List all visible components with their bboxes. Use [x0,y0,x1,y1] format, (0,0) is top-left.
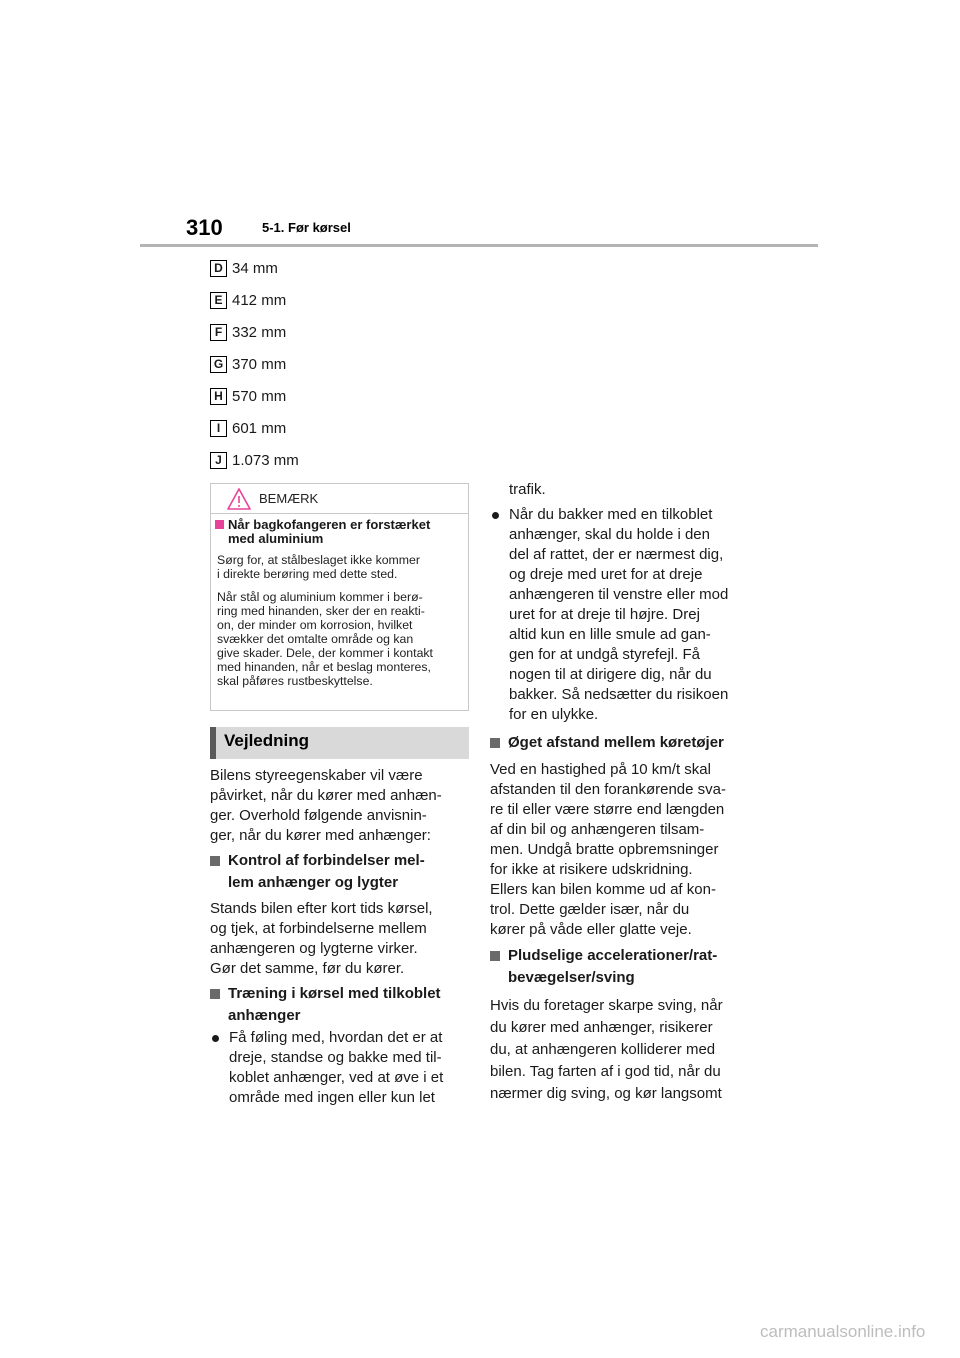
dimension-label: F [210,324,227,341]
text-line: Øget afstand mellem køretøjer [508,734,724,751]
section-heading-banner [210,727,469,759]
subheading [490,945,760,989]
watermark: carmanualsonline.info [760,1322,926,1341]
list-item [210,356,299,388]
dimension-value: 412 mm [232,292,287,309]
text-line: trafik. [509,481,546,498]
text-line: ger. Overhold følgende anvisnin- [210,807,427,824]
text-line: altid kun en lille smule ad gan- [509,626,711,643]
text-line: gen for at undgå styrefejl. Få [509,646,700,663]
text-line: anhænger [228,1007,301,1024]
text-line: kører på våde eller glatte veje. [490,921,692,938]
text-line: Når stål og aluminium kommer i berø- [217,590,423,604]
continued-text [509,480,546,500]
bullet-dot-icon [492,512,499,519]
dimension-label: I [210,420,227,437]
subheading [490,732,760,754]
note-subheading [215,518,465,546]
list-item [210,388,299,420]
dimension-label: J [210,452,227,469]
text-line: uret for at dreje til højre. Drej [509,606,700,623]
text-line: Kontrol af forbindelser mel- [228,852,425,869]
note-header [211,484,468,514]
text-line: svækker det omtalte område og kan [217,632,414,646]
text-line: dreje, standse og bakke med til- [229,1049,442,1066]
square-bullet-icon [210,989,220,999]
dimension-value: 332 mm [232,324,287,341]
list-item [490,505,760,727]
text-line: med hinanden, når et beslag monteres, [217,660,431,674]
list-item [210,324,299,356]
warning-icon [226,487,252,511]
dimension-value: 370 mm [232,356,287,373]
subheading [210,850,470,894]
list-item [210,452,299,484]
dimension-value: 1.073 mm [232,452,299,469]
text-line: men. Undgå bratte opbremsninger [490,841,719,858]
text-line: i direkte berøring med dette sted. [217,567,398,581]
text-line: Få føling med, hvordan det er at [229,1029,443,1046]
list-item [210,1028,470,1110]
text-line: og dreje med uret for at dreje [509,566,703,583]
text-line: af din bil og anhængeren tilsam- [490,821,705,838]
text-line: område med ingen eller kun let [229,1089,435,1106]
text-line: trol. Dette gælder især, når du [490,901,690,918]
text-line: ger, når du kører med anhænger: [210,827,431,844]
square-bullet-icon [490,738,500,748]
header-divider [140,244,818,247]
list-item [210,420,299,452]
square-bullet-icon [490,951,500,961]
intro-paragraph [210,766,442,846]
subheading [210,983,470,1027]
text-line: afstanden til den forankørende sva- [490,781,726,798]
square-bullet-icon [210,856,220,866]
text-line: nærmer dig sving, og kør langsomt [490,1085,722,1102]
note-subheading-line: Når bagkofangeren er forstærket [228,517,431,532]
dimension-label: G [210,356,227,373]
text-line: Ved en hastighed på 10 km/t skal [490,761,711,778]
text-line: du kører med anhænger, risikerer [490,1019,713,1036]
text-line: lem anhænger og lygter [228,874,399,891]
text-line: Gør det samme, før du kører. [210,960,405,977]
text-line: og tjek, at forbindelserne mellem [210,920,427,937]
text-line: Stands bilen efter kort tids kørsel, [210,900,433,917]
text-line: påvirket, når du kører med anhæn- [210,787,442,804]
text-line: bevægelser/sving [508,969,635,986]
section-title: 5-1. Før kørsel [262,220,351,235]
text-line: koblet anhænger, ved at øve i et [229,1069,444,1086]
text-line: give skader. Dele, der kommer i kontakt [217,646,433,660]
section-heading: Vejledning [224,731,310,750]
text-line: ring med hinanden, sker der en reakti- [217,604,425,618]
note-subheading-line: med aluminium [228,531,324,546]
note-title: BEMÆRK [259,491,319,506]
paragraph [490,760,726,940]
text-line: del af rattet, der er nærmest dig, [509,546,724,563]
page-number: 310 [186,215,223,240]
text-line: for ikke at risikere udskridning. [490,861,693,878]
text-line: Træning i kørsel med tilkoblet [228,985,441,1002]
dimension-list [210,260,299,484]
dimension-value: 34 mm [232,260,278,277]
text-line: Hvis du foretager skarpe sving, når [490,997,723,1014]
dimension-label: E [210,292,227,309]
bullet-dot-icon [212,1035,219,1042]
text-line: anhængeren til venstre eller mod [509,586,729,603]
note-box [210,483,469,711]
text-line: Pludselige accelerationer/rat- [508,947,718,964]
dimension-label: H [210,388,227,405]
paragraph [210,899,433,979]
text-line: bakker. Så nedsætter du risikoen [509,686,729,703]
paragraph [490,995,723,1105]
note-paragraph [217,590,467,688]
text-line: on, der minder om korrosion, hvilket [217,618,413,632]
text-line: bilen. Tag farten af i god tid, når du [490,1063,721,1080]
text-line: for en ulykke. [509,706,599,723]
dimension-label: D [210,260,227,277]
text-line: skal påføres rustbeskyttelse. [217,674,373,688]
text-line: nogen til at dirigere dig, når du [509,666,712,683]
text-line: Bilens styreegenskaber vil være [210,767,423,784]
text-line: Ellers kan bilen komme ud af kon- [490,881,716,898]
text-line: Sørg for, at stålbeslaget ikke kommer [217,553,420,567]
list-item [210,292,299,324]
square-bullet-icon [215,520,224,529]
text-line: anhænger, skal du holde i den [509,526,710,543]
text-line: anhængeren og lygterne virker. [210,940,418,957]
note-paragraph [217,553,467,581]
text-line: re til eller være større end længden [490,801,725,818]
dimension-value: 570 mm [232,388,287,405]
list-item [210,260,299,292]
text-line: Når du bakker med en tilkoblet [509,506,713,523]
text-line: du, at anhængeren kolliderer med [490,1041,716,1058]
dimension-value: 601 mm [232,420,287,437]
